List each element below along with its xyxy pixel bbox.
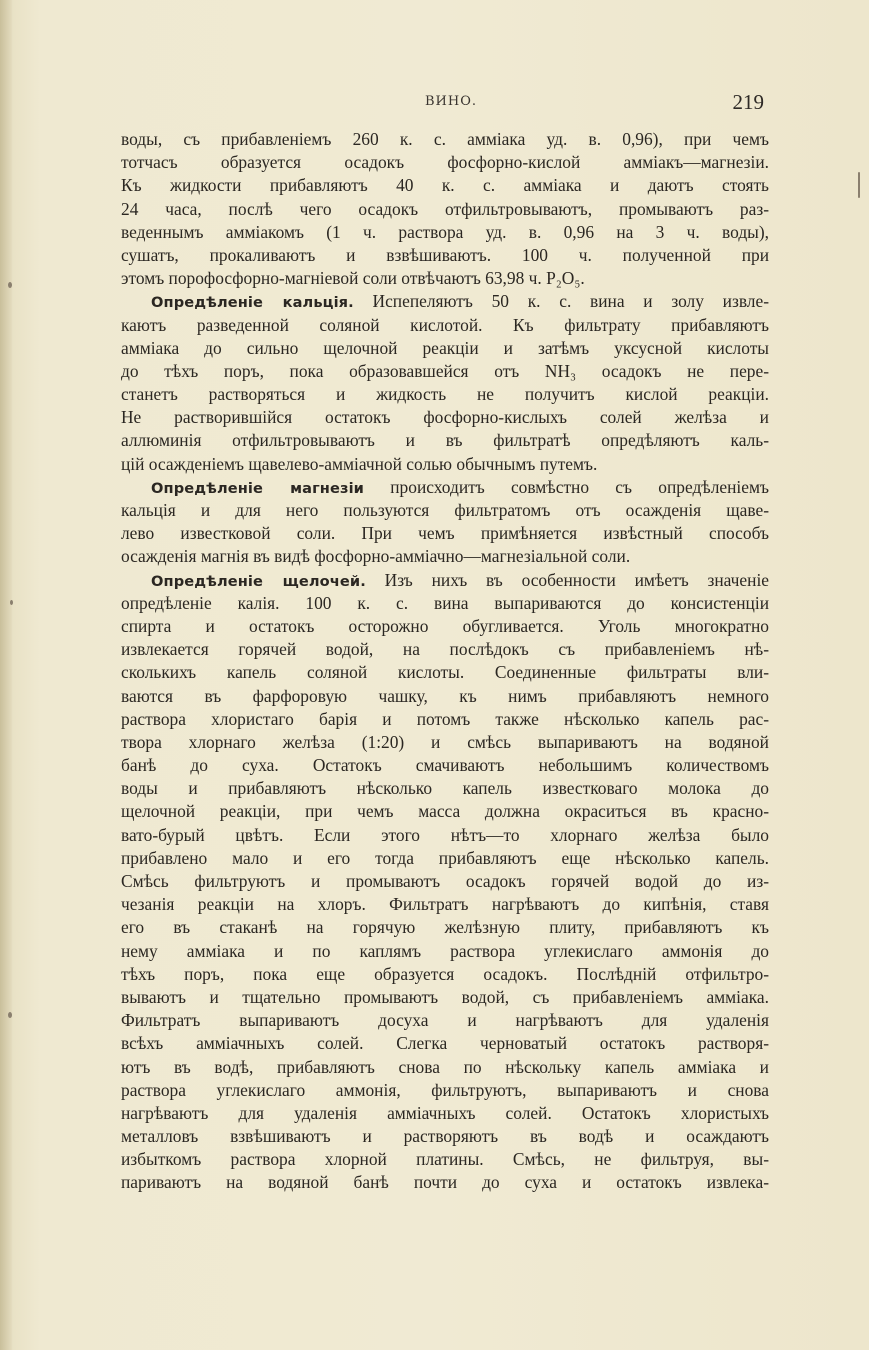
line-text: нему амміака и по каплямъ раствора углекислаго аммонія до <box>121 940 769 961</box>
line-text: ютъ въ водѣ, прибавляютъ снова по нѣскольку капель амміака и <box>121 1056 769 1077</box>
text-line <box>121 800 769 823</box>
line-text: станетъ растворяться и жидкость не получитъ кислой реакціи. <box>121 384 769 405</box>
text-line <box>121 661 769 684</box>
line-text: спирта и остатокъ осторожно обугливается. Уголь многократно <box>121 615 769 636</box>
text-line <box>121 1148 769 1171</box>
text-line <box>121 429 769 452</box>
text-line <box>121 337 769 360</box>
line-text: сушатъ, прокаливаютъ и взвѣшиваютъ. 100 ч. полученной при <box>121 244 769 265</box>
line-text: Фильтратъ выпариваютъ досуха и нагрѣваютъ для удаленія <box>121 1010 769 1031</box>
text-line <box>121 731 769 754</box>
text-line <box>121 1009 769 1032</box>
page-header <box>120 90 770 116</box>
text-line <box>121 545 769 568</box>
section-heading: Опредѣленіе кальція. <box>151 294 354 312</box>
section-heading: Опредѣленіе щелочей. <box>151 572 366 590</box>
line-text: кальція и для него пользуются фильтратомъ отъ осажденія щаве- <box>121 500 769 520</box>
text-line <box>121 777 769 800</box>
line-text: париваютъ на водяной банѣ почти до суха и остатокъ извлека- <box>121 1172 769 1193</box>
text-line <box>121 174 769 197</box>
line-text: сколькихъ капель соляной кислоты. Соединенные фильтраты вли- <box>121 662 769 683</box>
text-line <box>121 198 769 221</box>
line-text: цій осажденіемъ щавелево-амміачной солью обычнымъ путемъ. <box>121 453 598 474</box>
text-line <box>121 383 769 406</box>
running-title: ВИНО. <box>425 94 478 109</box>
line-text: аллюминія отфильтровываютъ и въ фильтратѣ опредѣляютъ каль- <box>121 430 769 451</box>
text-line <box>121 615 769 638</box>
line-text: воды и прибавляютъ нѣсколько капель известковаго молока до <box>121 778 769 799</box>
text-line <box>121 1125 769 1148</box>
line-text: веденнымъ амміакомъ (1 ч. раствора уд. в. 0,96 на 3 ч. воды), <box>121 221 769 242</box>
line-text: вато-бурый цвѣтъ. Если этого нѣтъ—то хлорнаго желѣза было <box>121 824 769 845</box>
line-text: ваются въ фарфоровую чашку, къ нимъ прибавляютъ немного <box>121 685 769 706</box>
text-line <box>121 893 769 916</box>
line-text: опредѣленіе калія. 100 к. с. вина выпариваются до консистенціи <box>121 592 769 613</box>
line-text: его въ стаканѣ на горячую желѣзную плиту, прибавляютъ къ <box>121 917 769 938</box>
text-line <box>121 221 769 244</box>
text-line <box>121 1102 769 1125</box>
line-text: Испепеляютъ 50 к. с. вина и золу извле- <box>353 291 769 312</box>
margin-speck <box>10 600 13 605</box>
text-line <box>121 1079 769 1102</box>
text-line <box>121 963 769 986</box>
line-text: металловъ взвѣшиваютъ и растворяютъ въ водѣ и осаждаютъ <box>121 1126 769 1147</box>
line-text: прибавлено мало и его тогда прибавляютъ еще нѣсколько капель. <box>121 847 769 868</box>
section-heading: Опредѣленіе магнезіи <box>151 479 364 497</box>
text-line <box>121 314 769 337</box>
text-line <box>121 453 769 476</box>
text-line <box>121 476 769 499</box>
line-text: вываютъ и тщательно промываютъ водой, съ прибавленіемъ амміака. <box>121 986 769 1007</box>
text-line <box>121 916 769 939</box>
line-text: Изъ нихъ въ особенности имѣетъ значеніе <box>365 569 769 590</box>
text-line <box>121 592 769 615</box>
line-text: избыткомъ раствора хлорной платины. Смѣсь, не фильтруя, вы- <box>121 1149 769 1170</box>
text-line <box>121 244 769 267</box>
page-number: 219 <box>732 90 764 114</box>
line-text: Смѣсь фильтруютъ и промываютъ осадокъ горячей водой до из- <box>121 871 769 891</box>
text-line <box>121 569 769 592</box>
line-text: происходитъ совмѣстно съ опредѣленіемъ <box>364 476 769 497</box>
body-text <box>121 128 769 1195</box>
line-text: извлекается горячей водой, на послѣдокъ съ прибавленіемъ нѣ- <box>121 639 769 660</box>
line-text: амміака до сильно щелочной реакціи и затѣмъ уксусной кислоты <box>121 337 769 358</box>
line-text: этомъ порофосфорно-магніевой соли отвѣчаютъ 63,98 ч. P₂O₅. <box>121 268 585 289</box>
text-line <box>121 267 769 290</box>
text-line <box>121 847 769 870</box>
line-text: твора хлорнаго желѣза (1:20) и смѣсь выпариваютъ на водяной <box>121 731 769 752</box>
text-line <box>121 522 769 545</box>
margin-speck <box>858 172 860 198</box>
line-text: осажденія магнія въ видѣ фосфорно-амміачно—магнезіальной соли. <box>121 546 631 567</box>
text-line <box>121 1171 769 1194</box>
line-text: раствора углекислаго аммонія, фильтруютъ, выпариваютъ и снова <box>121 1079 769 1100</box>
text-line <box>121 870 769 893</box>
line-text: воды, съ прибавленіемъ 260 к. с. амміака уд. в. 0,96), при чемъ <box>121 129 769 149</box>
text-line <box>121 824 769 847</box>
line-text: тѣхъ поръ, пока еще образуется осадокъ. Послѣдній отфильтро- <box>121 963 769 984</box>
text-line <box>121 1032 769 1055</box>
text-line <box>121 406 769 429</box>
text-line <box>121 986 769 1009</box>
text-line <box>121 151 769 174</box>
line-text: 24 часа, послѣ чего осадокъ отфильтровываютъ, промываютъ раз- <box>121 198 769 219</box>
line-text: лево известковой соли. При чемъ примѣняется извѣстный способъ <box>121 523 769 544</box>
line-text: Къ жидкости прибавляютъ 40 к. с. амміака и даютъ стоять <box>121 175 769 196</box>
line-text: всѣхъ амміачныхъ солей. Слегка черноватый остатокъ растворя- <box>121 1033 769 1054</box>
line-text: щелочной реакціи, при чемъ масса должна окраситься въ красно- <box>121 801 769 822</box>
line-text: банѣ до суха. Остатокъ смачиваютъ небольшимъ количествомъ <box>121 755 769 776</box>
line-text: нагрѣваютъ для удаленія амміачныхъ солей. Остатокъ хлористыхъ <box>121 1102 769 1123</box>
line-text: чезанія реакціи на хлоръ. Фильтратъ нагрѣваютъ до кипѣнія, ставя <box>121 894 769 915</box>
text-line <box>121 708 769 731</box>
text-line <box>121 128 769 151</box>
line-text: раствора хлористаго барія и потомъ также нѣсколько капель рас- <box>121 708 769 729</box>
text-line <box>121 290 769 313</box>
text-line <box>121 360 769 383</box>
margin-speck <box>8 282 12 288</box>
text-line <box>121 499 769 522</box>
page-binding-edge <box>0 0 12 1350</box>
margin-speck <box>8 1012 12 1018</box>
text-line <box>121 638 769 661</box>
line-text: каютъ разведенной соляной кислотой. Къ фильтрату прибавляютъ <box>121 314 769 335</box>
text-line <box>121 1056 769 1079</box>
line-text: Не растворившійся остатокъ фосфорно-кислыхъ солей желѣза и <box>121 407 769 428</box>
text-line <box>121 940 769 963</box>
text-line <box>121 754 769 777</box>
text-line <box>121 685 769 708</box>
line-text: тотчасъ образуется осадокъ фосфорно-кислой амміакъ—магнезіи. <box>121 152 769 173</box>
line-text: до тѣхъ поръ, пока образовавшейся отъ NH₃ осадокъ не пере- <box>121 360 769 381</box>
